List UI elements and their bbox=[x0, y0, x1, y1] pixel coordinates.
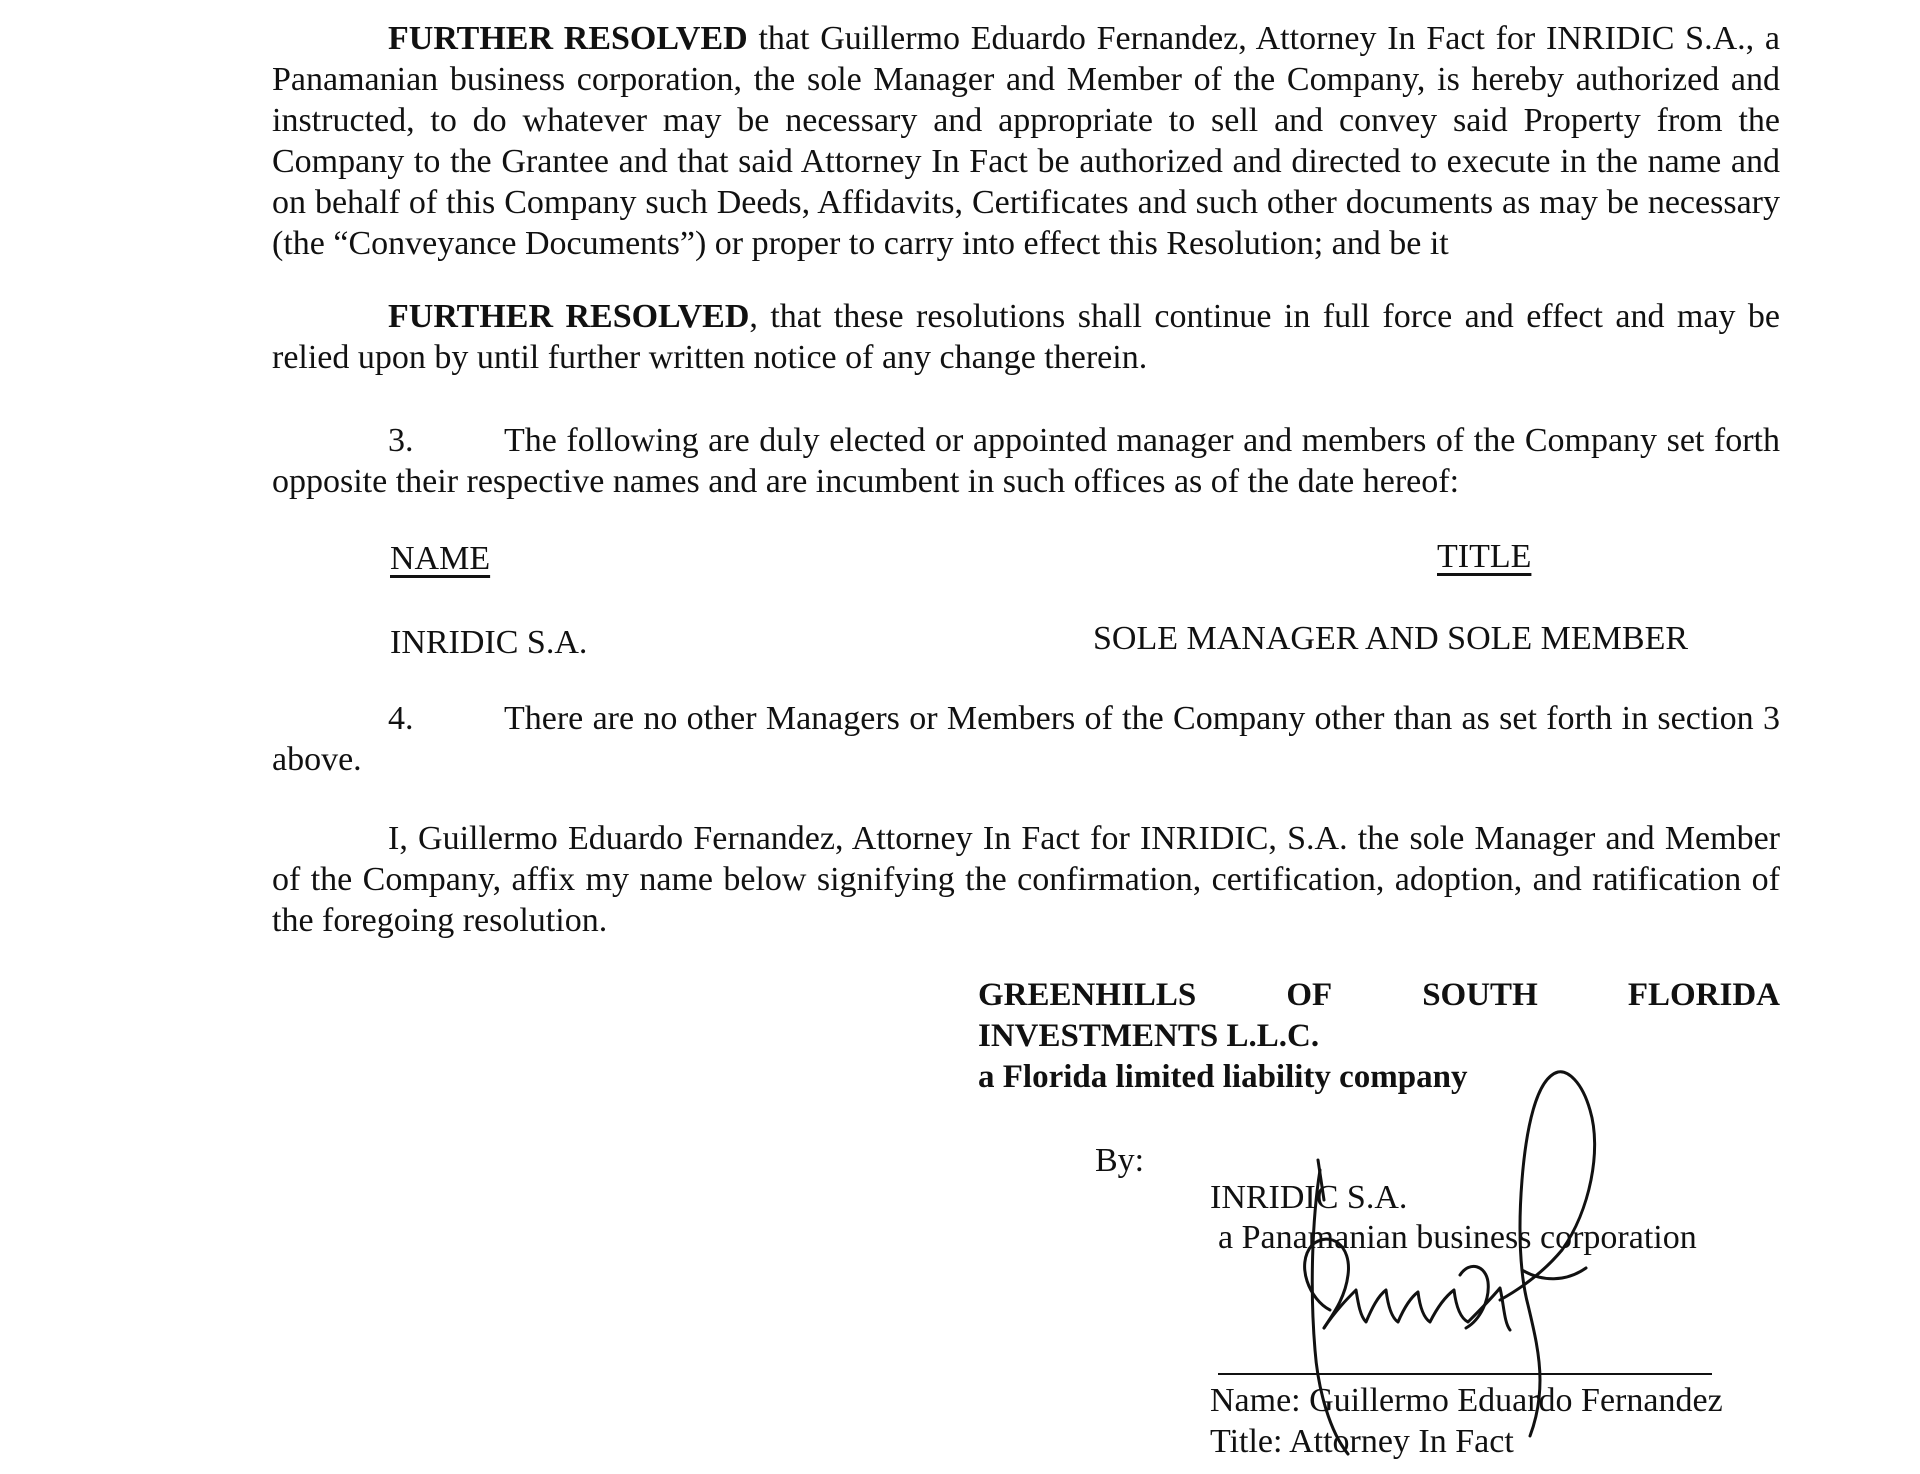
section-4-paragraph bbox=[272, 698, 1780, 780]
certification-paragraph bbox=[272, 818, 1780, 941]
company-word: FLORIDA bbox=[1627, 977, 1780, 1013]
company-word: SOUTH bbox=[1422, 977, 1538, 1013]
section-3-text: The following are duly elected or appointed manager and members of the Company set forth opposite their respective names and are incumbent in such offices as of the date hereof: bbox=[272, 422, 1780, 500]
signature-line bbox=[1218, 1373, 1712, 1375]
company-description: a Florida limited liability company bbox=[978, 1059, 1468, 1095]
section-4-number: 4. bbox=[388, 700, 414, 737]
signer-title-line: Title: Attorney In Fact bbox=[1210, 1423, 1514, 1460]
entity-description: a Panamanian business corporation bbox=[1218, 1219, 1697, 1256]
section-3-paragraph bbox=[272, 420, 1780, 502]
section-3-number: 3. bbox=[388, 422, 414, 459]
officer-title-cell: SOLE MANAGER AND SOLE MEMBER bbox=[1093, 620, 1689, 657]
company-name-line-2: INVESTMENTS L.L.C. bbox=[978, 1018, 1320, 1054]
certification-text: I, Guillermo Eduardo Fernandez, Attorney In Fact for INRIDIC, S.A. the sole Manager and Member of the Company, affix my name below signifying the confirmation, certification, adoption, and ratification of the foregoing resolution. bbox=[272, 820, 1780, 939]
company-word: OF bbox=[1286, 977, 1333, 1013]
officer-name-cell: INRIDIC S.A. bbox=[390, 624, 588, 661]
resolution-paragraph-1 bbox=[272, 18, 1780, 264]
company-word: GREENHILLS bbox=[978, 977, 1197, 1013]
title-column-header: TITLE bbox=[1437, 538, 1532, 575]
by-label: By: bbox=[1095, 1142, 1145, 1179]
signature-block bbox=[978, 975, 1780, 1098]
resolution-paragraph-2-text: , that these resolutions shall continue in full force and effect and may be relied upon by until further written notice of any change therein. bbox=[272, 298, 1780, 376]
name-column-header: NAME bbox=[390, 540, 491, 577]
company-name-line-1 bbox=[978, 975, 1780, 1016]
further-resolved-heading-2: FURTHER RESOLVED bbox=[388, 298, 750, 335]
entity-name: INRIDIC S.A. bbox=[1210, 1179, 1408, 1216]
further-resolved-heading-1: FURTHER RESOLVED bbox=[388, 20, 748, 57]
section-4-text: There are no other Managers or Members of the Company other than as set forth in section 3 above. bbox=[272, 700, 1780, 778]
resolution-paragraph-2 bbox=[272, 296, 1780, 378]
resolution-paragraph-1-text: that Guillermo Eduardo Fernandez, Attorney In Fact for INRIDIC S.A., a Panamanian business corporation, the sole Manager and Member of the Company, is hereby authorized and instructed, to do whatever may be necessary and appropriate to sell and convey said Property from the Company to the Grantee and that said Attorney In Fact be authorized and directed to execute in the name and on behalf of this Company such Deeds, Affidavits, Certificates and such other documents as may be necessary (the “Conveyance Documents”) or proper to carry into effect this Resolution; and be it bbox=[272, 20, 1780, 262]
signer-name-line: Name: Guillermo Eduardo Fernandez bbox=[1210, 1382, 1723, 1419]
